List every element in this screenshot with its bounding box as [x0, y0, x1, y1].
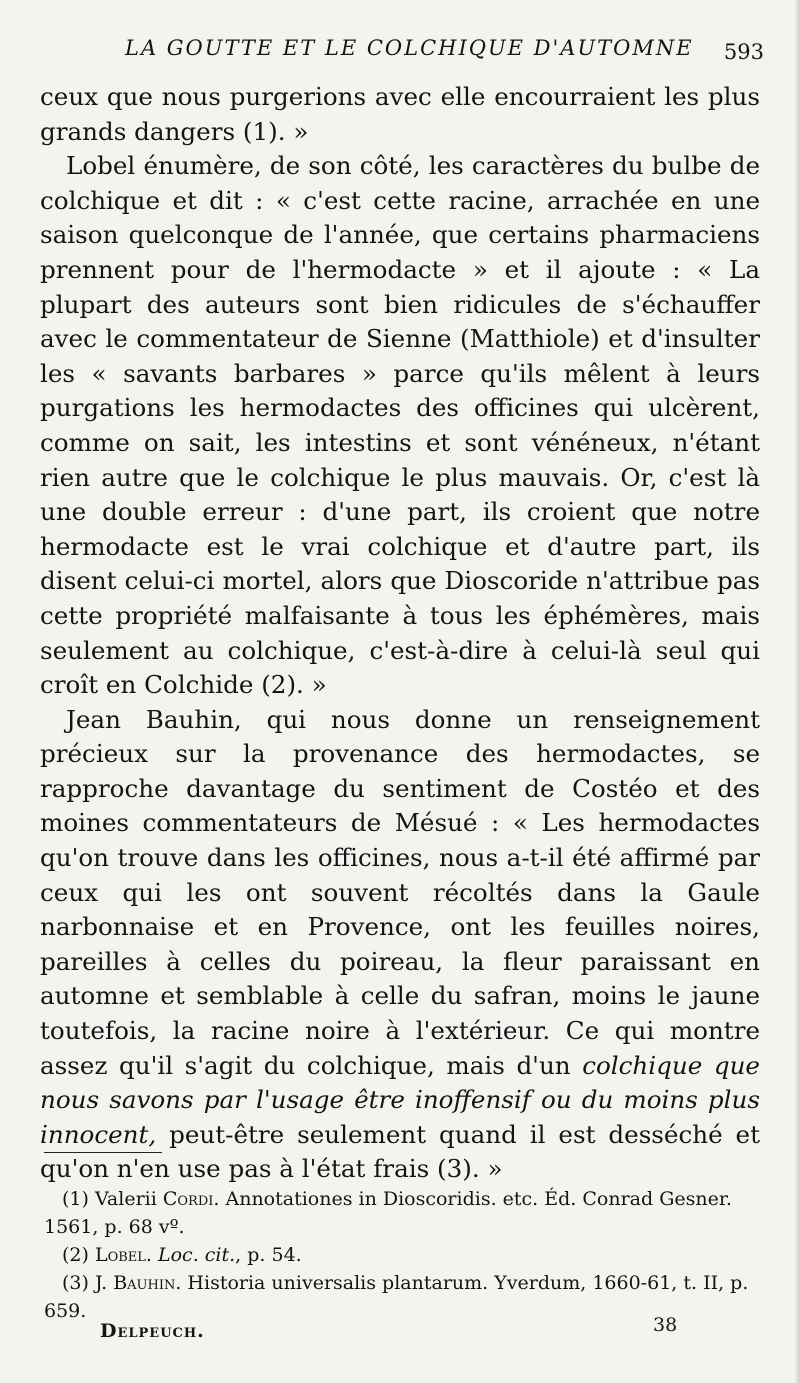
footnote-rule [44, 1152, 162, 1153]
page-edge-shadow [794, 0, 800, 1383]
page-number: 593 [723, 40, 764, 64]
paragraph-3-start: Jean Bauhin, qui nous donne un renseignement précieux sur la provenance des hermodactes, se rapproche davantage du sentiment de Costéo et des moines commentateurs de Mésué : « Les hermodactes qu'on trouve dans les officines, nous a-t-il été affirmé par ceux qui les ont souvent récoltés dans la Gaule narbonnaise et en Provence, ont les feuilles noires, pareilles à celles du poireau, la fleur paraissant en automne et semblable à celle du safran, moins le jaune toutefois, la racine noire à l'extérieur. Ce qui montre assez qu'il s'agit du colchique, mais d'un [40, 704, 760, 1080]
footnote-3-mark: (3) J. [62, 1272, 114, 1294]
paragraph-3-end: peut-être seulement quand il est desséché et qu'on n'en use pas à l'état frais (3). » [40, 1119, 760, 1184]
footnote-3-text: . Historia universalis plantarum. Yverdum, 1660-61, t. II, p. 659. [44, 1272, 749, 1322]
footnote-1-text: . Annotationes in Dioscoridis. etc. Éd. Conrad Gesner. 1561, p. 68 vº. [44, 1188, 732, 1238]
footnote-1-author: Cordi [162, 1188, 214, 1210]
footnotes [44, 1185, 764, 1325]
footnote-2-text: , p. 54. [235, 1244, 302, 1266]
footnote-3-author: Bauhin [113, 1272, 176, 1294]
footnote-2-mark: (2) [62, 1244, 95, 1266]
page-footer [0, 1314, 800, 1350]
footnote-2 [44, 1241, 764, 1269]
paragraph-3-italic: colchique que nous savons par l'usage être inoffensif ou du moins plus innocent, [40, 1050, 760, 1149]
running-head [0, 36, 800, 66]
footnote-1-mark: (1) Valerii [62, 1188, 163, 1210]
paragraph-1: ceux que nous purgerions avec elle encourraient les plus grands dangers (1). » [40, 82, 760, 146]
footnote-1 [44, 1185, 764, 1241]
running-title: LA GOUTTE ET LE COLCHIQUE D'AUTOMNE [125, 36, 694, 60]
paragraph-2: Lobel énumère, de son côté, les caractères du bulbe de colchique et dit : « c'est cette racine, arrachée en une saison quelconque de l'année, que certains pharmaciens prennent pour de l'hermodacte » et il ajoute : « La plupart des auteurs sont bien ridicules de s'échauffer avec le commentateur de Sienne (Matthiole) et d'insulter les « savants barbares » parce qu'ils mêlent à leurs purgations les hermodactes des officines qui ulcèrent, comme on sait, les intestins et sont vénéneux, n'étant rien autre que le colchique le plus mauvais. Or, c'est là une double erreur : d'une part, ils croient que notre hermodacte est le vrai colchique et d'autre part, ils disent celui-ci mortel, alors que Dioscoride n'attribue pas cette propriété malfaisante à tous les éphémères, mais seulement au colchique, c'est-à-dire à celui-là seul qui croît en Colchide (2). » [40, 151, 760, 700]
printer-name: Delpeuch. [100, 1320, 205, 1342]
signature-mark: 38 [653, 1314, 678, 1336]
body-text [40, 80, 760, 1187]
paragraph-3 [40, 703, 760, 1187]
footnote-2-sep: . [145, 1244, 158, 1266]
footnote-2-author: Lobel [94, 1244, 146, 1266]
footnote-2-italic: Loc. cit. [158, 1244, 236, 1266]
